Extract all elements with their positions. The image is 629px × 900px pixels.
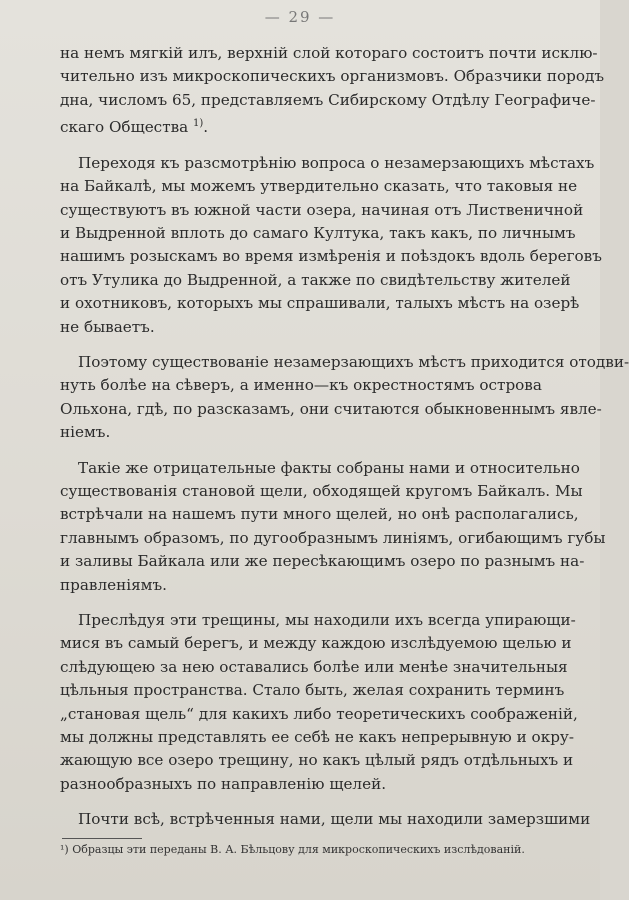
- text-line: не бываетъ.: [60, 317, 155, 336]
- text-line: и охотниковъ, которыхъ мы спрашивали, талыхъ мѣстъ на озерѣ: [60, 294, 580, 313]
- footnote: ¹) Образцы эти переданы В. А. Бѣльцову для микроскопическихъ изслѣдованій.: [60, 843, 525, 856]
- text-line: слѣдующею за нею оставались болѣе или менѣе значительныя: [60, 657, 568, 676]
- page-number: — 29 —: [264, 8, 336, 26]
- text-line: Ольхона, гдѣ, по разсказамъ, они считаются обыкновеннымъ явле-: [60, 399, 602, 418]
- text-fragment: .: [203, 118, 209, 137]
- paragraph-4: [60, 457, 606, 597]
- text-line: цѣльныя пространства. Стало быть, желая сохранить терминъ: [60, 681, 565, 700]
- text-line: главнымъ образомъ, по дугообразнымъ линіямъ, огибающимъ губы: [60, 528, 606, 547]
- text-line: существованія становой щели, обходящей кругомъ Байкалъ. Мы: [60, 481, 583, 500]
- footnote-divider: [62, 838, 142, 839]
- paragraph-2: [60, 152, 602, 339]
- text-line: жающую все озеро трещину, но какъ цѣлый рядъ отдѣльныхъ и: [60, 751, 574, 770]
- text-line: встрѣчали на нашемъ пути много щелей, но онѣ располагались,: [60, 505, 579, 524]
- text-line: на Байкалѣ, мы можемъ утвердительно сказать, что таковыя не: [60, 177, 578, 196]
- text-line: и Выдренной вплоть до самаго Култука, такъ какъ, по личнымъ: [60, 223, 576, 242]
- paragraph-6: [60, 808, 591, 831]
- text-line: на немъ мягкій илъ, верхній слой котораго состоитъ почти исклю-: [60, 44, 598, 62]
- text-line: чительно изъ микроскопическихъ организмовъ. Образчики породъ: [60, 67, 604, 86]
- text-line: правленіямъ.: [60, 575, 167, 594]
- paragraph-3: [60, 351, 629, 445]
- paragraph-5: [60, 609, 578, 796]
- text-line: и заливы Байкала или же пересѣкающимъ озеро по разнымъ на-: [60, 552, 585, 571]
- text-line: Почти всѣ, встрѣченныя нами, щели мы находили замерзшими: [78, 810, 591, 829]
- text-line: нашимъ розыскамъ во время измѣренія и поѣздокъ вдоль береговъ: [60, 247, 602, 266]
- text-line: ніемъ.: [60, 423, 111, 442]
- text-line: Такіе же отрицательные факты собраны нами и относительно: [78, 458, 580, 477]
- text-line: мы должны представлять ее себѣ не какъ непрерывную и окру-: [60, 728, 574, 747]
- text-line: существуютъ въ южной части озера, начиная отъ Лиственичной: [60, 200, 584, 219]
- footnote-marker: 1): [193, 118, 204, 130]
- text-line: „становая щель“ для какихъ либо теоретическихъ соображеній,: [60, 704, 578, 723]
- text-line: Преслѣдуя эти трещины, мы находили ихъ всегда упирающи-: [78, 611, 576, 629]
- text-line: Переходя къ разсмотрѣнію вопроса о незамерзающихъ мѣстахъ: [78, 153, 595, 172]
- text-line: Поэтому существованіе незамерзающихъ мѣстъ приходится отодви-: [78, 352, 629, 371]
- text-line: нуть болѣе на сѣверъ, а именно—къ окрестностямъ острова: [60, 376, 542, 395]
- text-fragment: скаго Общества: [60, 118, 189, 137]
- text-line: разнообразныхъ по направленію щелей.: [60, 774, 387, 793]
- text-line: дна, числомъ 65, представляемъ Сибирскому Отдѣлу Географиче-: [60, 90, 596, 109]
- text-line: [60, 112, 562, 139]
- text-line: мися въ самый берегъ, и между каждою изслѣдуемою щелью и: [60, 634, 572, 653]
- text-line: отъ Утулика до Выдренной, а также по свидѣтельству жителей: [60, 270, 571, 289]
- body-text: [60, 42, 629, 844]
- paragraph-1: [60, 42, 604, 140]
